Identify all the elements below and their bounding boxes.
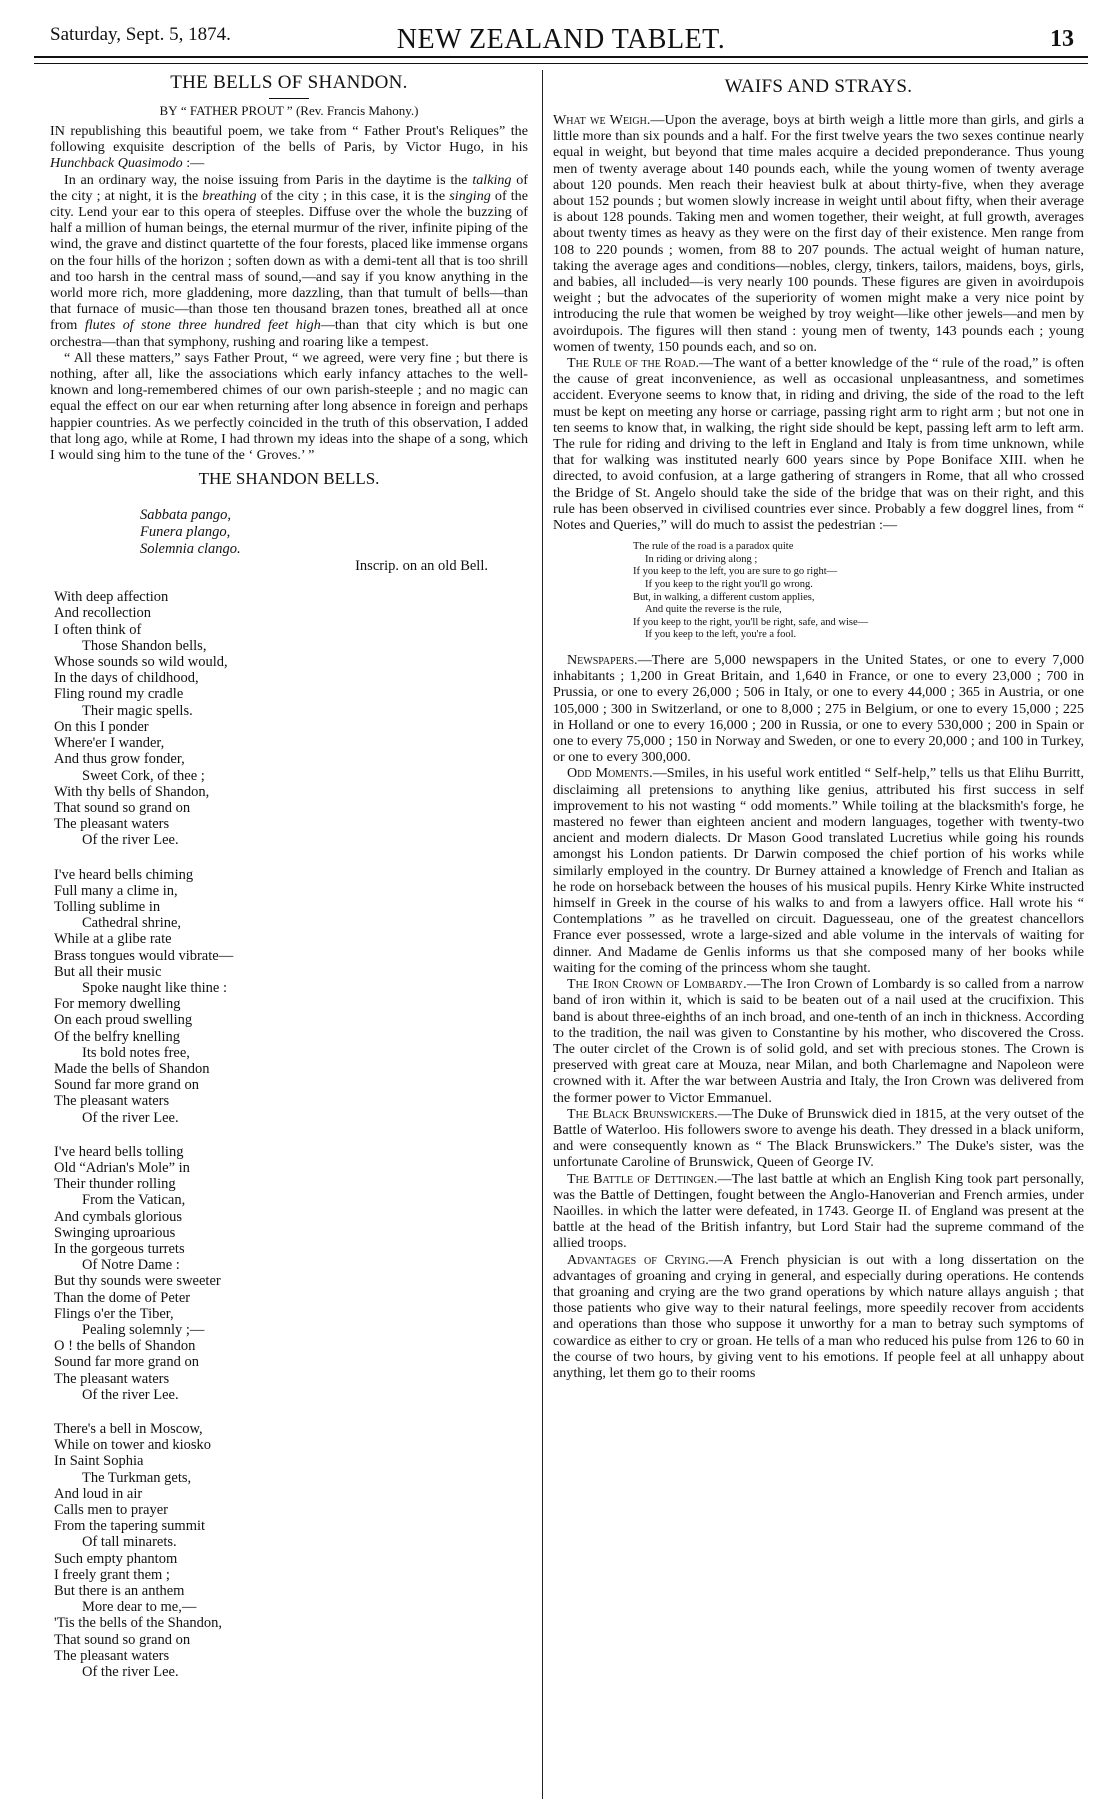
- poem-line: Of the belfry knelling: [54, 1028, 181, 1045]
- item-heading: The Black Brunswickers.: [567, 1105, 718, 1122]
- verse-line: If you keep to the left, you're a fool.: [645, 629, 797, 641]
- poem-line: I often think of: [54, 621, 142, 638]
- poem-line: Of tall minarets.: [82, 1534, 177, 1551]
- poem-line: Whose sounds so wild would,: [54, 654, 228, 671]
- verse-line: But, in walking, a different custom applies,: [633, 591, 815, 603]
- verse-line: The rule of the road is a paradox quite: [633, 541, 794, 553]
- poem-line: In the days of childhood,: [54, 670, 199, 687]
- verse-line: If you keep to the left, you are sure to go right—: [633, 566, 838, 578]
- poem-line: And loud in air: [54, 1485, 143, 1502]
- poem-line: While at a glibe rate: [54, 931, 172, 948]
- poem-line: Of the river Lee.: [82, 1386, 179, 1403]
- poem-line: O ! the bells of Shandon: [54, 1338, 196, 1355]
- poem-line: Sound far more grand on: [54, 1077, 199, 1094]
- poem-line: There's a bell in Moscow,: [54, 1421, 203, 1438]
- poem-line: Of Notre Dame :: [82, 1257, 180, 1274]
- verse-line: In riding or driving along ;: [645, 553, 758, 565]
- poem-line: In Saint Sophia: [54, 1453, 144, 1470]
- poem-line: That sound so grand on: [54, 1631, 191, 1648]
- bells-article-title: THE BELLS OF SHANDON.: [170, 72, 408, 93]
- poem-line: The pleasant waters: [54, 1647, 170, 1664]
- poem-line: The Turkman gets,: [82, 1469, 192, 1486]
- right-column: [543, 64, 1088, 1799]
- poem-line: And cymbals glorious: [54, 1208, 183, 1225]
- masthead: [34, 14, 1088, 54]
- waifs-item: [553, 652, 1084, 765]
- item-heading: The Iron Crown of Lombardy.: [567, 976, 747, 993]
- waifs-item: [553, 355, 1084, 533]
- poem-line: Of the river Lee.: [82, 832, 179, 849]
- item-text: —Upon the average, boys at birth weigh a little more than girls, and girls a little more than six pounds and a half. For the first twelve years the two sexes continue nearly equal in weight, but beyond that time males acquire a decided preponderance. Thus young men of twenty average about 140 pounds each, while the young women of twenty average about 120 pounds. Men reach their heaviest bulk at about thirty-five, when they average about 152 pounds ; but women slowly increase in weight until about fifty, when their average is about 128 pounds. Taking men and women together, their weight, at full growth, averages about twenty times as heavy as they were on the first day of their existence. Men range from 108 to 220 pounds ; women, from 88 to 207 pounds. The actual weight of human nature, taking the average ages and conditions—nobles, clergy, tinkers, tailors, maidens, boys, girls, and babies, all included—is very nearly 100 pounds. These figures are given in avoirdupois weight ; but the advocates of the superiority of women might make a very nice point by introducing the rule that women be weighed by troy weight—like other jewels—and men by avoirdupois. The figures will then stand : young men of twenty, 143 pounds each ; young women of twenty, 150 pounds each, and so on.: [553, 112, 1084, 355]
- poem-line: I've heard bells tolling: [54, 1143, 184, 1160]
- item-heading: Odd Moments.: [567, 765, 653, 782]
- poem-line: More dear to me,—: [82, 1599, 197, 1616]
- item-text: —The want of a better knowledge of the “ rule of the road,” is often the cause of great inconvenience, as well as occasional unpleasantness, and sometimes accident. Everyone seems to know that, in riding and driving, the side of the road to the left must be kept on meeting any horse or carriage, passing right arm to right arm ; but not one in ten seems to know that, in walking, the right side should be kept, passing left arm to left arm. The rule for riding and driving to the left in England and Italy is from time unknown, while that for walking was instituted nearly 600 years since by Pope Boniface XIII. when he directed, to avoid confusion, at a large gathering of strangers in Rome, that all who crossed the Bridge of St. Angelo should take the side of the bridge that was on their right, and this rule has been observed in civilised countries ever since. Probably a few doggrel lines, from “ Notes and Queries,” will do much to assist the pedestrian :—: [553, 355, 1084, 534]
- poem-stanza: [54, 1421, 528, 1680]
- poem-title: THE SHANDON BELLS.: [198, 469, 380, 489]
- poem-line: Brass tongues would vibrate—: [54, 947, 234, 964]
- poem-line: But there is an anthem: [54, 1583, 185, 1600]
- poem-line: Where'er I wander,: [54, 735, 165, 752]
- poem-stanza: [54, 867, 528, 1126]
- columns: [34, 64, 1088, 1799]
- poem-line: From the tapering summit: [54, 1518, 206, 1535]
- poem-line: Pealing solemnly ;—: [82, 1322, 205, 1338]
- item-text: —There are 5,000 newspapers in the United States, or one to every 7,000 inhabitants ; 1,200 in Great Britain, and 1,640 in France, or one to every 23,000 ; 700 in Prussia, or one to every 26,000 ; 506 in Italy, or one to every 44,000 ; 365 in Austria, or one 105,000 ; 300 in Switzerland, or one to 8,000 ; 275 in Belgium, or one to every 15,000 ; 225 in Holland or one to every 16,000 ; 200 in Russia, or one to every 530,000 ; 200 in Spain or one to every 75,000 ; 150 in Norway and Sweden, or one to every 20,000 ; and 100 in Turkey, or one to every 300,000.: [553, 652, 1084, 766]
- poem-line: Sound far more grand on: [54, 1354, 199, 1371]
- item-text: —A French physician is out with a long dissertation on the advantages of groaning and crying in general, and especially during operations. He contends that groaning and crying are the two grand operations by which nature allays anguish ; that those patients who give way to their natural feelings, more speedily recover from accidents and operations than those who suppose it unworthy for a man to betray such symptoms of cowardice as either to cry or groan. He tells of a man who reduced his pulse from 126 to 60 in the course of two hours, by giving vent to his emotions. If people feel at all unhappy about anything, let them go to their rooms: [553, 1251, 1084, 1381]
- poem-line: In the gorgeous turrets: [54, 1240, 185, 1257]
- left-column: [34, 64, 542, 1799]
- poem-line: I freely grant them ;: [54, 1566, 170, 1583]
- poem-line: For memory dwelling: [54, 996, 181, 1013]
- poem-line: And thus grow fonder,: [54, 751, 185, 768]
- poem-line: But thy sounds were sweeter: [54, 1273, 221, 1290]
- waifs-item: [553, 112, 1084, 355]
- poem-line: Their magic spells.: [82, 702, 193, 719]
- waifs-items-bottom: [553, 652, 1084, 1381]
- poem-stanza: [54, 589, 528, 848]
- poem-line: Such empty phantom: [54, 1550, 178, 1567]
- poem-line: Of the river Lee.: [82, 1664, 179, 1681]
- poem-line: The pleasant waters: [54, 1093, 170, 1110]
- poem-line: Calls men to prayer: [54, 1502, 168, 1519]
- poem-line: While on tower and kiosko: [54, 1437, 212, 1454]
- byline: BY “ FATHER PROUT ” (Rev. Francis Mahony.): [159, 103, 419, 118]
- poem-line: On each proud swelling: [54, 1012, 193, 1029]
- intro-paragraph: IN republishing this beautiful poem, we take from “ Father Prout's Reliques” the following exquisite description of the bells of Paris, by Victor Hugo, in his Hunchback Quasimodo :—: [50, 123, 528, 172]
- waifs-title: WAIFS AND STRAYS.: [724, 76, 913, 97]
- poem-line: Sweet Cork, of thee ;: [82, 767, 205, 784]
- poem-line: With thy bells of Shandon,: [54, 783, 210, 800]
- poem-line: Cathedral shrine,: [82, 915, 182, 932]
- poem-line: Swinging uproarious: [54, 1224, 176, 1241]
- poem-line: The pleasant waters: [54, 1370, 170, 1387]
- poem-line: But all their music: [54, 963, 162, 980]
- poem-line: The pleasant waters: [54, 816, 170, 833]
- waifs-item: [553, 1106, 1084, 1171]
- poem-line: Their thunder rolling: [54, 1176, 176, 1193]
- masthead-rule: [34, 56, 1088, 64]
- poem-line: With deep affection: [54, 589, 169, 606]
- item-heading: The Battle of Dettingen.: [567, 1170, 718, 1187]
- poem-line: Flings o'er the Tiber,: [54, 1305, 174, 1322]
- rule-of-road-verse: [633, 541, 1084, 642]
- prout-paragraph: “ All these matters,” says Father Prout, “ we agreed, were very fine ; but there is nothing, after all, like the associations which early infancy attaches to the well-known and long-remembered chimes of our own parish-steeple ; and no magic can equal the effect on our ear when returning after long absence in foreign and perhaps happier countries. As we perfectly coincided in the truth of this observation, I added that long ago, while at Rome, I had thrown my ideas into the shape of a song, which I would sing him to the tune of the ‘ Groves.’ ”: [50, 349, 528, 464]
- verse-line: And quite the reverse is the rule,: [645, 604, 782, 616]
- item-heading: The Rule of the Road.: [567, 355, 699, 372]
- newspaper-title: NEW ZEALAND TABLET.: [396, 24, 726, 55]
- item-heading: Newspapers.: [567, 652, 638, 669]
- poem-line: On this I ponder: [54, 718, 149, 735]
- waifs-item: [553, 1171, 1084, 1252]
- latin-motto: Sabbata pango, Funera plango, Solemnia clango.: [140, 507, 241, 558]
- poem-line: Spoke naught like thine :: [82, 979, 227, 996]
- item-text: —Smiles, in his useful work entitled “ Self-help,” tells us that Elihu Burritt, disclaiming all pretensions to anything like genius, attributed his first success in self improvement to his not wasting “ odd moments.” While toiling at the blacksmith's forge, he mastered no fewer than eighteen ancient and modern languages, together with twenty-two ancient and modern dialects. Dr Mason Good translated Lucretius while going his rounds amongst his London patients. Dr Darwin composed the chief portion of his works while similarly employed in the country. Dr Burney attained a knowledge of French and Italian as he rode on horseback between the houses of his musical pupils. Henry Kirke White instructed himself in Greek in the course of his walks to and from a lawyers office. Hall wrote his “ Contemplations ” as he travelled on circuit. Daguesseau, one of the greatest chancellors France ever possessed, wrote a large-sized and able volume in the intervals of waiting for dinner. And Madame de Genlis informs us that she composed many of her books while waiting for the coming of the princess whom she taught.: [553, 765, 1084, 976]
- poem-line: Fling round my cradle: [54, 686, 184, 703]
- waifs-item: [553, 765, 1084, 976]
- poem-line: Made the bells of Shandon: [54, 1060, 210, 1077]
- poem-line: I've heard bells chiming: [54, 866, 194, 883]
- poem-line: 'Tis the bells of the Shandon,: [54, 1615, 223, 1632]
- hugo-quote-paragraph: In an ordinary way, the noise issuing from Paris in the daytime is the talking of the city ; at night, it is the breathing of the city ; in this case, it is the singing of the city. Lend your ear to this opera of steeples. Diffuse over the whole the buzzing of half a million of human beings, the eternal murmur of the river, infinite piping of the wind, the grave and distinct quartette of the four forests, placed like immense organs on the four hills of the horizon ; soften down as with a demi-tent all that is too shrill and too harsh in the central mass of sound,—and say if you know anything in the world more rich, more gladdening, more dazzling, than that tumult of bells—than that furnace of music—than those ten thousand brazen tones, breathed all at once from flutes of stone three hundred feet high—than that city which is but one orchestra—than that symphony, rushing and roaring like a tempest.: [50, 171, 528, 350]
- poem-line: From the Vatican,: [82, 1192, 186, 1209]
- poem-line: Those Shandon bells,: [82, 637, 207, 654]
- item-text: —The last battle at which an English King took part personally, was the Battle of Dettingen, fought between the Anglo-Hanoverian and French armies, under Naoilles. in which the latter were defeated, in 1743. George II. of England was present at the battle at the head of the British infantry, but Lord Stair had the supreme command of the allied troops.: [553, 1170, 1084, 1252]
- poem-line: Its bold notes free,: [82, 1044, 190, 1061]
- poem-line: Tolling sublime in: [54, 898, 161, 915]
- inscription-note: Inscrip. on an old Bell.: [355, 558, 488, 575]
- verse-line: If you keep to the right, you'll be right, safe, and wise—: [633, 616, 869, 628]
- poem-line: Full many a clime in,: [54, 882, 178, 899]
- poem-line: That sound so grand on: [54, 799, 191, 816]
- waifs-item: [553, 1252, 1084, 1382]
- poem-line: Than the dome of Peter: [54, 1289, 191, 1306]
- poem-stanza: [54, 1144, 528, 1403]
- issue-date: Saturday, Sept. 5, 1874.: [50, 24, 231, 45]
- verse-line: If you keep to the right you'll go wrong.: [645, 579, 813, 591]
- title-rule: [269, 98, 309, 99]
- poem-line: Of the river Lee.: [82, 1109, 179, 1126]
- poem-line: And recollection: [54, 605, 152, 622]
- waifs-item: [553, 976, 1084, 1106]
- poem-body: [50, 589, 528, 1680]
- waifs-items-top: [553, 112, 1084, 533]
- item-text: —The Duke of Brunswick died in 1815, at the very outset of the Battle of Waterloo. His followers swore to avenge his death. They dressed in a black uniform, and were consequently known as “ The Black Brunswickers.” The Duke's sister, was the unfortunate Caroline of Brunswick, Queen of George IV.: [553, 1105, 1084, 1171]
- page-number: 13: [1050, 26, 1074, 52]
- item-heading: What we Weigh.: [553, 112, 651, 128]
- item-text: —The Iron Crown of Lombardy is so called from a narrow band of iron within it, which is said to be beaten out of a nail used at the crucifixion. This band is about three-eighths of an inch broad, and one-tenth of an inch in thickness. According to the tradition, the nail was given to Constantine by his mother, who discovered the Cross. The outer circlet of the Crown is of solid gold, and set with precious stones. The Crown is preserved with great care at Mouza, near Milan, and both Charlemagne and Napoleon were crowned with it. After the war between Austria and Italy, the Iron Crown was delivered from the former power to Victor Emmanuel.: [553, 976, 1084, 1106]
- poem-line: Old “Adrian's Mole” in: [54, 1159, 190, 1176]
- item-heading: Advantages of Crying.: [567, 1251, 709, 1268]
